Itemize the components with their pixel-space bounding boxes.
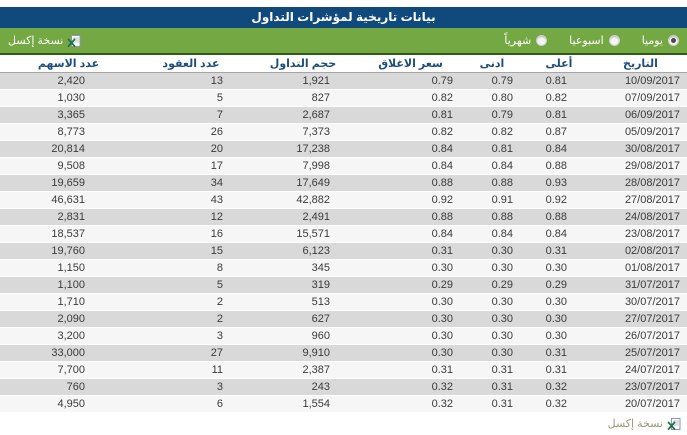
cell-high: 0.31 [524,361,594,378]
cell-low: 0.30 [460,310,524,327]
column-header-date: التاريخ [594,55,687,72]
table-row [0,174,687,191]
cell-date: 27/08/2017 [594,191,687,208]
cell-shares: 3,200 [0,327,137,344]
cell-date: 10/09/2017 [594,72,687,89]
excel-export-link-bottom[interactable] [608,417,681,431]
cell-shares: 2,420 [0,72,137,89]
cell-low: 0.30 [460,344,524,361]
cell-high: 0.88 [524,208,594,225]
toolbar [0,28,687,55]
table-row [0,310,687,327]
cell-high: 0.81 [524,106,594,123]
cell-close: 0.30 [361,310,460,327]
cell-contracts: 27 [137,344,245,361]
cell-low: 0.29 [460,276,524,293]
cell-date: 24/08/2017 [594,208,687,225]
cell-volume: 827 [245,89,361,106]
cell-contracts: 11 [137,361,245,378]
historical-data-table [0,55,687,413]
table-row [0,361,687,378]
column-header-shares: عدد الاسهم [0,55,137,72]
cell-close: 0.84 [361,225,460,242]
cell-low: 0.84 [460,225,524,242]
cell-shares: 1,710 [0,293,137,310]
cell-date: 25/07/2017 [594,344,687,361]
cell-low: 0.31 [460,395,524,412]
table-row [0,242,687,259]
cell-date: 24/07/2017 [594,361,687,378]
table-row [0,378,687,395]
cell-close: 0.30 [361,293,460,310]
cell-low: 0.88 [460,208,524,225]
cell-low: 0.82 [460,123,524,140]
page-title: بيانات تاريخية لمؤشرات التداول [0,7,687,28]
radio-button-icon [536,35,547,46]
radio-label: اسبوعيا [569,35,604,47]
table-row [0,89,687,106]
cell-contracts: 3 [137,378,245,395]
cell-close: 0.84 [361,157,460,174]
column-header-contracts: عدد العقود [137,55,245,72]
cell-volume: 2,491 [245,208,361,225]
cell-high: 0.84 [524,140,594,157]
cell-low: 0.79 [460,106,524,123]
footer [0,413,687,435]
cell-shares: 1,030 [0,89,137,106]
cell-close: 0.79 [361,72,460,89]
table-row [0,259,687,276]
cell-volume: 9,910 [245,344,361,361]
cell-shares: 19,760 [0,242,137,259]
cell-date: 26/07/2017 [594,327,687,344]
cell-volume: 513 [245,293,361,310]
table-row [0,191,687,208]
cell-low: 0.84 [460,157,524,174]
excel-export-label: نسخة إكسل [8,35,64,47]
cell-close: 0.30 [361,259,460,276]
cell-low: 0.30 [460,259,524,276]
table-row [0,208,687,225]
cell-volume: 15,571 [245,225,361,242]
cell-shares: 3,365 [0,106,137,123]
cell-date: 20/07/2017 [594,395,687,412]
cell-contracts: 17 [137,157,245,174]
cell-shares: 9,508 [0,157,137,174]
cell-shares: 20,814 [0,140,137,157]
cell-shares: 18,537 [0,225,137,242]
cell-high: 0.30 [524,310,594,327]
cell-volume: 1,921 [245,72,361,89]
cell-high: 0.92 [524,191,594,208]
cell-high: 0.81 [524,72,594,89]
cell-shares: 1,100 [0,276,137,293]
table-row [0,157,687,174]
radio-label: شهرياً [504,35,532,47]
excel-export-label: نسخة إكسل [607,418,663,430]
radio-option-monthly[interactable] [504,34,547,47]
cell-low: 0.30 [460,293,524,310]
cell-contracts: 15 [137,242,245,259]
cell-low: 0.81 [460,140,524,157]
cell-contracts: 5 [137,276,245,293]
cell-contracts: 26 [137,123,245,140]
table-row [0,293,687,310]
table-row [0,123,687,140]
cell-date: 30/08/2017 [594,140,687,157]
cell-high: 0.32 [524,378,594,395]
excel-icon [67,34,81,48]
cell-high: 0.82 [524,89,594,106]
cell-low: 0.31 [460,361,524,378]
cell-low: 0.31 [460,378,524,395]
cell-high: 0.30 [524,293,594,310]
cell-volume: 17,649 [245,174,361,191]
cell-shares: 8,773 [0,123,137,140]
cell-close: 0.30 [361,327,460,344]
cell-shares: 2,831 [0,208,137,225]
radio-button-icon [609,35,620,46]
table-body [0,72,687,412]
cell-volume: 345 [245,259,361,276]
table-row [0,344,687,361]
cell-contracts: 8 [137,259,245,276]
cell-volume: 7,998 [245,157,361,174]
cell-contracts: 16 [137,225,245,242]
cell-high: 0.84 [524,225,594,242]
cell-contracts: 43 [137,191,245,208]
cell-low: 0.91 [460,191,524,208]
cell-shares: 19,659 [0,174,137,191]
cell-contracts: 3 [137,327,245,344]
radio-button-icon [668,35,679,46]
cell-high: 0.30 [524,327,594,344]
cell-date: 31/07/2017 [594,276,687,293]
cell-close: 0.88 [361,208,460,225]
cell-high: 0.32 [524,395,594,412]
cell-volume: 42,882 [245,191,361,208]
cell-volume: 2,687 [245,106,361,123]
radio-label: يوميا [641,35,663,47]
cell-contracts: 2 [137,310,245,327]
cell-date: 07/09/2017 [594,89,687,106]
cell-contracts: 7 [137,106,245,123]
cell-date: 23/07/2017 [594,378,687,395]
cell-shares: 760 [0,378,137,395]
cell-high: 0.31 [524,242,594,259]
radio-option-daily[interactable] [642,34,679,47]
cell-shares: 7,700 [0,361,137,378]
table-row [0,395,687,412]
cell-high: 0.93 [524,174,594,191]
cell-close: 0.84 [361,140,460,157]
cell-low: 0.30 [460,327,524,344]
cell-date: 02/08/2017 [594,242,687,259]
cell-date: 28/08/2017 [594,174,687,191]
cell-close: 0.88 [361,174,460,191]
cell-shares: 33,000 [0,344,137,361]
cell-high: 0.29 [524,276,594,293]
cell-close: 0.82 [361,123,460,140]
table-row [0,72,687,89]
table-row [0,276,687,293]
cell-high: 0.30 [524,259,594,276]
cell-volume: 2,387 [245,361,361,378]
cell-volume: 17,238 [245,140,361,157]
excel-export-link-top[interactable] [8,34,81,48]
cell-date: 29/08/2017 [594,157,687,174]
cell-volume: 319 [245,276,361,293]
column-header-close: سعر الاغلاق [361,55,460,72]
cell-close: 0.92 [361,191,460,208]
cell-high: 0.87 [524,123,594,140]
cell-contracts: 2 [137,293,245,310]
cell-contracts: 34 [137,174,245,191]
column-header-volume: حجم التداول [245,55,361,72]
cell-shares: 2,090 [0,310,137,327]
cell-date: 27/07/2017 [594,310,687,327]
cell-volume: 960 [245,327,361,344]
cell-low: 0.88 [460,174,524,191]
cell-date: 30/07/2017 [594,293,687,310]
cell-date: 06/09/2017 [594,106,687,123]
cell-volume: 6,123 [245,242,361,259]
cell-close: 0.29 [361,276,460,293]
table-row [0,225,687,242]
cell-shares: 1,150 [0,259,137,276]
cell-volume: 243 [245,378,361,395]
cell-close: 0.31 [361,361,460,378]
cell-date: 01/08/2017 [594,259,687,276]
table-header-row [0,55,687,72]
table-row [0,327,687,344]
cell-date: 23/08/2017 [594,225,687,242]
cell-contracts: 6 [137,395,245,412]
cell-contracts: 5 [137,89,245,106]
cell-shares: 4,950 [0,395,137,412]
cell-volume: 7,373 [245,123,361,140]
cell-volume: 1,554 [245,395,361,412]
cell-contracts: 12 [137,208,245,225]
cell-high: 0.31 [524,344,594,361]
column-header-high: أعلى [524,55,594,72]
cell-date: 05/09/2017 [594,123,687,140]
cell-low: 0.79 [460,72,524,89]
cell-contracts: 20 [137,140,245,157]
cell-close: 0.81 [361,106,460,123]
table-row [0,140,687,157]
excel-icon [667,417,681,431]
cell-close: 0.31 [361,242,460,259]
cell-close: 0.82 [361,89,460,106]
cell-low: 0.30 [460,242,524,259]
cell-high: 0.88 [524,157,594,174]
cell-contracts: 13 [137,72,245,89]
table-row [0,106,687,123]
column-header-low: ادنى [460,55,524,72]
cell-volume: 627 [245,310,361,327]
period-radio-group [504,34,679,47]
cell-close: 0.32 [361,395,460,412]
cell-close: 0.30 [361,344,460,361]
cell-low: 0.80 [460,89,524,106]
cell-shares: 46,631 [0,191,137,208]
cell-close: 0.32 [361,378,460,395]
radio-option-weekly[interactable] [569,34,620,47]
